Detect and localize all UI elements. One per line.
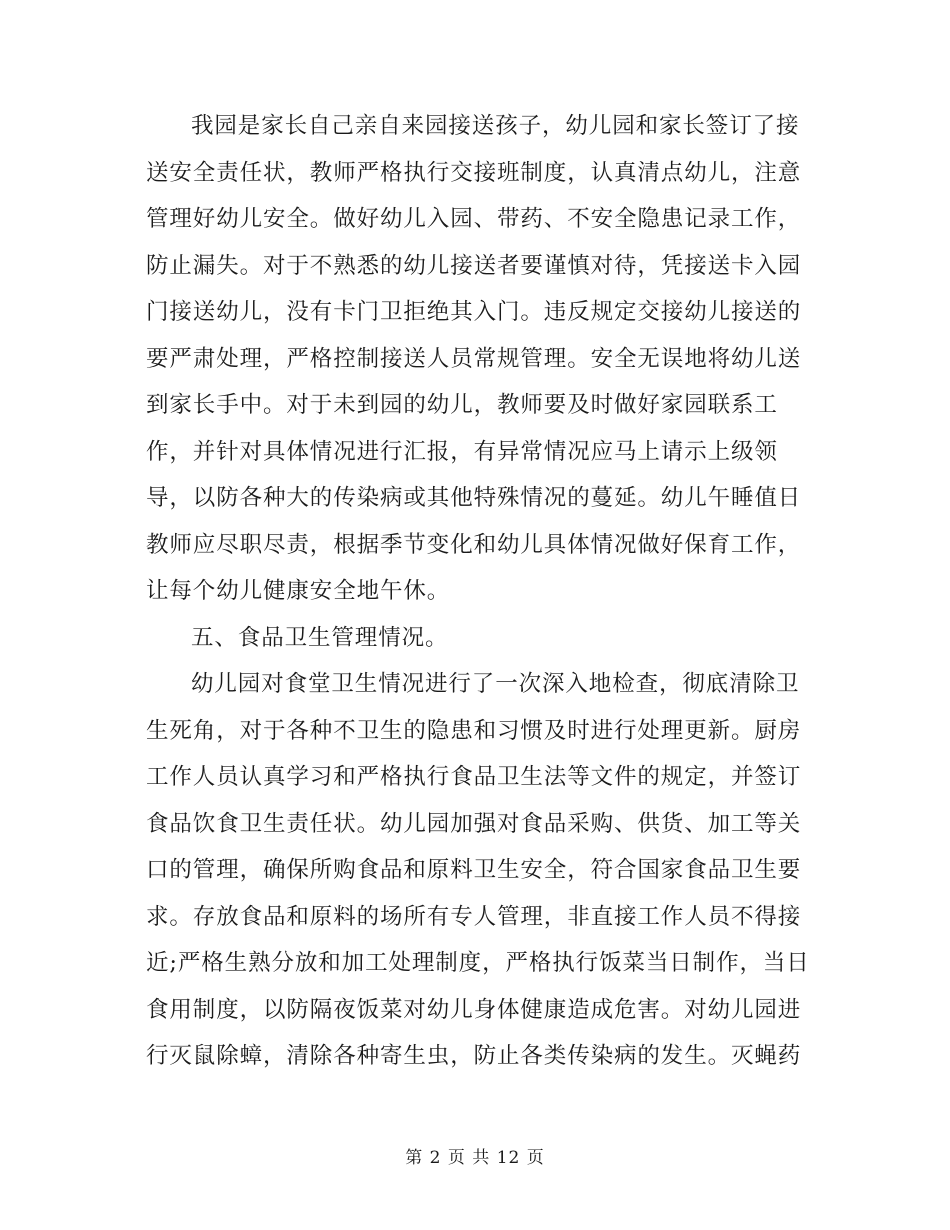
- paragraph-line: 教师应尽职尽责，根据季节变化和幼儿具体情况做好保育工作，: [146, 531, 802, 558]
- paragraph-line: 行灭鼠除蟑，清除各种寄生虫，防止各类传染病的发生。灭蝇药: [146, 1043, 802, 1069]
- paragraph-line: 我园是家长自己亲自来园接送孩子，幼儿园和家长签订了接: [191, 113, 800, 139]
- paragraph-line: 近;严格生熟分放和加工处理制度，严格执行饭菜当日制作，当日: [146, 950, 810, 976]
- paragraph-line: 防止漏失。对于不熟悉的幼儿接送者要谨慎对待，凭接送卡入园: [146, 252, 802, 279]
- paragraph-line: 食品饮食卫生责任状。幼儿园加强对食品采购、供货、加工等关: [146, 810, 802, 837]
- paragraph-line: 作，并针对具体情况进行汇报，有异常情况应马上请示上级领: [146, 438, 778, 465]
- paragraph-line: 食用制度，以防隔夜饭菜对幼儿身体健康造成危害。对幼儿园进: [146, 996, 802, 1023]
- paragraph-line: 送安全责任状，教师严格执行交接班制度，认真清点幼儿，注意: [146, 159, 802, 186]
- paragraph-line: 到家长手中。对于未到园的幼儿，教师要及时做好家园联系工: [146, 392, 778, 418]
- paragraph-line: 导，以防各种大的传染病或其他特殊情况的蔓延。幼儿午睡值日: [146, 485, 802, 511]
- paragraph-line: 幼儿园对食堂卫生情况进行了一次深入地检查，彻底清除卫: [191, 671, 800, 697]
- section-heading: 五、食品卫生管理情况。: [191, 624, 449, 651]
- paragraph-line: 让每个幼儿健康安全地午休。: [146, 578, 451, 604]
- paragraph-line: 管理好幼儿安全。做好幼儿入园、带药、不安全隐患记录工作，: [146, 206, 802, 232]
- paragraph-line: 工作人员认真学习和严格执行食品卫生法等文件的规定，并签订: [146, 764, 802, 790]
- document-body: [146, 103, 810, 1080]
- paragraph-line: 生死角，对于各种不卫生的隐患和习惯及时进行处理更新。厨房: [146, 717, 802, 744]
- paragraph-line: 求。存放食品和原料的场所有专人管理，非直接工作人员不得接: [146, 903, 802, 930]
- paragraph-line: 门接送幼儿，没有卡门卫拒绝其入门。违反规定交接幼儿接送的: [146, 299, 802, 325]
- paragraph-line: 要严肃处理，严格控制接送人员常规管理。安全无误地将幼儿送: [146, 345, 802, 372]
- page-number-footer: 第 2 页 共 12 页: [405, 1148, 545, 1168]
- paragraph-line: 口的管理，确保所购食品和原料卫生安全，符合国家食品卫生要: [146, 857, 802, 883]
